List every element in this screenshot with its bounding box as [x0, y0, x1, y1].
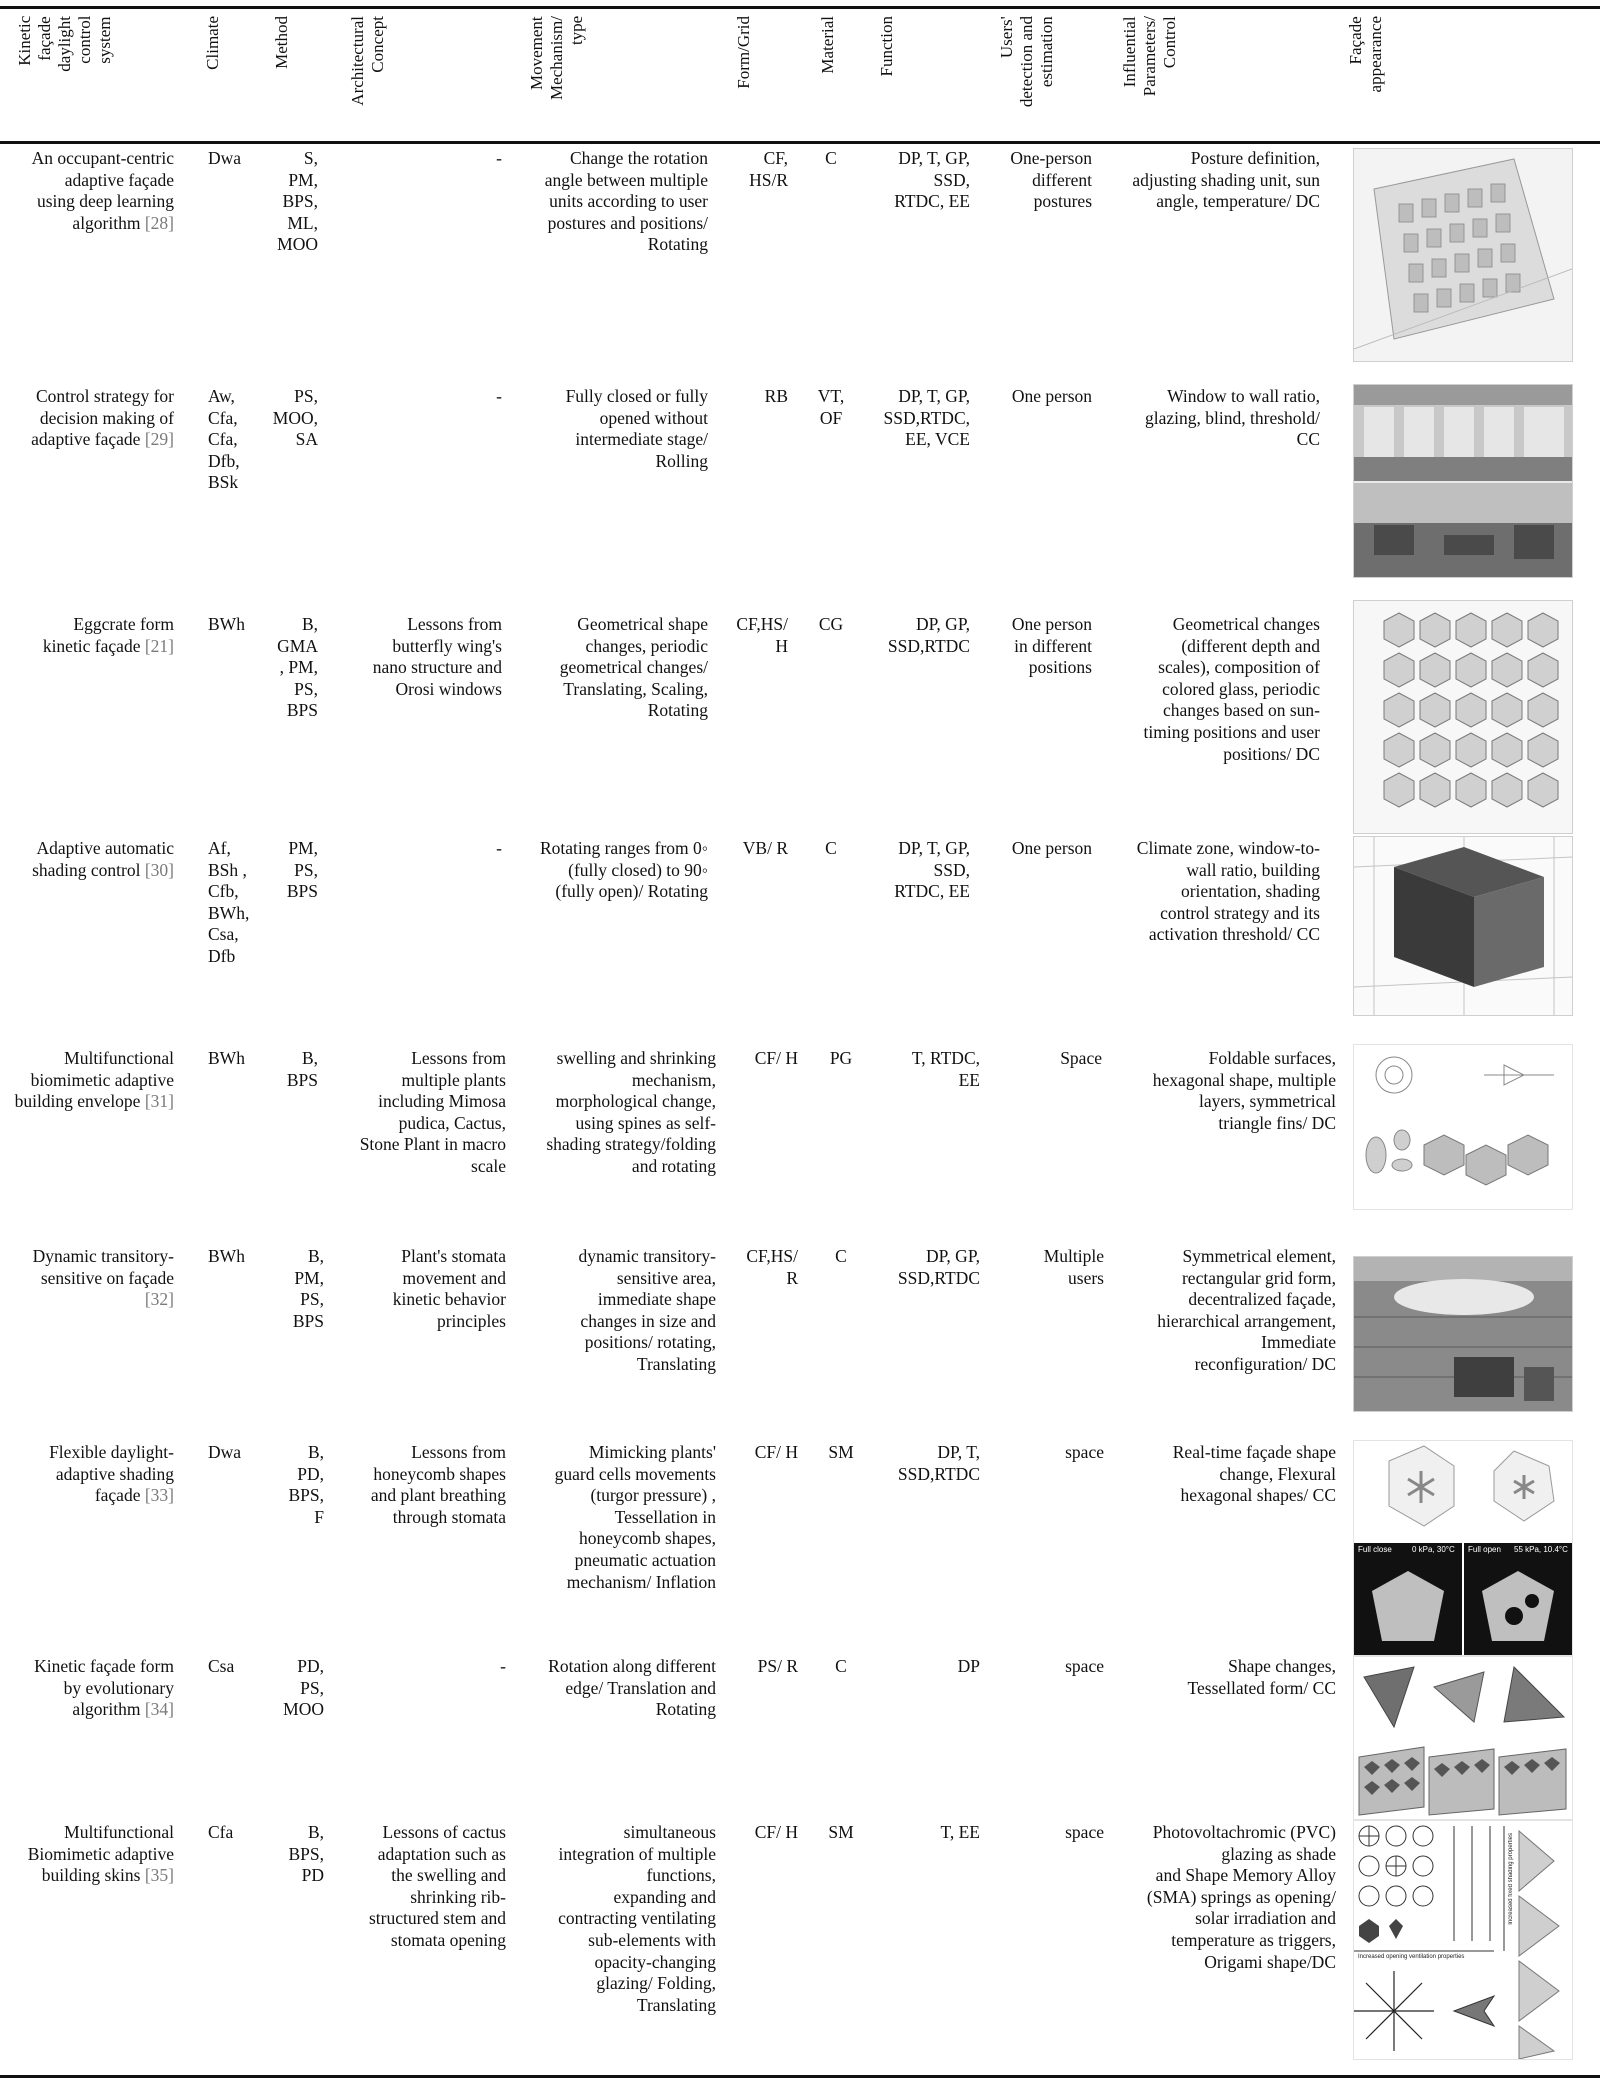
facade-image-eggcrate [1353, 600, 1573, 834]
cell-climate: BWh [208, 1048, 245, 1068]
cell-users: space [1065, 1656, 1104, 1676]
cell-climate: Af, BSh , Cfb, BWh, Csa, Dfb [208, 838, 250, 966]
cell-system: Adaptive automatic shading control [30] [32, 838, 174, 880]
cell-function: DP, GP, SSD,RTDC [887, 614, 970, 656]
cell-influential: Shape changes, Tessellated form/ CC [1187, 1656, 1336, 1698]
cell-users: One-person different postures [1010, 148, 1092, 212]
cell-climate: Dwa [208, 148, 242, 168]
cell-influential: Climate zone, window-to- wall ratio, building orientation, shading control strategy and its activation threshold/ CC [1136, 838, 1320, 945]
cell-system: Control strategy for decision making of adaptive façade [29] [31, 386, 174, 450]
cell-form: VB/ R [742, 838, 788, 858]
image-label-full-close: Full close [1358, 1545, 1392, 1554]
cell-form: RB [764, 386, 788, 406]
cell-concept: Lessons from multiple plants including Mimosa pudica, Cactus, Stone Plant in macro scale [359, 1048, 506, 1176]
header-form: Form/Grid [734, 16, 753, 89]
image-label-open-pressure: 55 kPa, 10.4°C [1514, 1545, 1568, 1554]
cell-material: C [835, 1656, 847, 1676]
cell-users: space [1065, 1442, 1104, 1462]
facade-image-office-interior [1353, 384, 1573, 578]
cell-method: B, BPS, PD [288, 1822, 324, 1886]
cell-function: DP [957, 1656, 980, 1676]
cell-movement: simultaneous integration of multiple functions, expanding and contracting ventilating sub-elements with opacity-changing glazing/ Folding, Translating [558, 1822, 716, 2015]
cell-method: B, BPS [286, 1048, 318, 1090]
cell-influential: Photovoltachromic (PVC) glazing as shade and Shape Memory Alloy (SMA) springs as opening/ solar irradiation and temperature as triggers, Origami shape/DC [1146, 1822, 1336, 1972]
cell-climate: Aw, Cfa, Cfa, Dfb, BSk [208, 386, 240, 493]
cell-movement: Fully closed or fully opened without intermediate stage/ Rolling [565, 386, 708, 471]
image-label-opening-ventilation: Increased opening ventilation properties [1358, 1954, 1465, 1960]
citation-link[interactable]: [28] [144, 212, 174, 233]
cell-concept: Lessons from butterfly wing's nano structure and Orosi windows [372, 614, 502, 699]
cell-users: One person [1011, 838, 1092, 858]
cell-concept: - [500, 1656, 506, 1676]
citation-link[interactable]: [32] [144, 1289, 174, 1310]
cell-users: space [1065, 1822, 1104, 1842]
cell-function: DP, T, GP, SSD, RTDC, EE [894, 838, 970, 902]
citation-link[interactable]: [21] [144, 635, 174, 656]
facade-image-pneumatic-panels [1353, 1440, 1573, 1656]
cell-function: T, RTDC, EE [911, 1048, 980, 1090]
facade-image-occupant-centric [1353, 148, 1573, 362]
cell-concept: Lessons of cactus adaptation such as the swelling and shrinking rib- structured stem and stomata opening [368, 1822, 506, 1950]
header-users: Users' detection and estimation [997, 16, 1056, 108]
cell-form: CF,HS/ R [746, 1246, 798, 1288]
header-method: Method [272, 16, 291, 69]
cell-concept: Plant's stomata movement and kinetic behavior principles [392, 1246, 506, 1331]
cell-influential: Real-time façade shape change, Flexural hexagonal shapes/ CC [1172, 1442, 1336, 1506]
cell-system: Flexible daylight- adaptive shading façade [33] [49, 1442, 174, 1506]
cell-material: PG [829, 1048, 853, 1068]
cell-form: CF, HS/R [749, 148, 788, 190]
cell-movement: Rotating ranges from 0◦ (fully closed) to 90◦ (fully open)/ Rotating [539, 838, 708, 902]
cell-concept: - [496, 386, 502, 406]
facade-image-biomimetic-diagram [1353, 1044, 1573, 1210]
cell-form: CF/ H [754, 1822, 798, 1842]
cell-movement: Rotation along different edge/ Translation and Rotating [548, 1656, 716, 1720]
citation-link[interactable]: [30] [144, 859, 174, 880]
cell-method: PD, PS, MOO [283, 1656, 324, 1720]
cell-material: C [825, 148, 837, 168]
cell-method: PM, PS, BPS [286, 838, 318, 902]
image-label-fixed-shading: Increased fixed shading properties [1508, 1833, 1514, 1925]
header-concept: Architectural Concept [348, 16, 387, 106]
cell-function: T, EE [940, 1822, 980, 1842]
citation-link[interactable]: [35] [144, 1865, 174, 1886]
cell-influential: Geometrical changes (different depth and scales), composition of colored glass, periodic changes based on sun- timing positions and user positions/ DC [1143, 614, 1320, 764]
cell-function: DP, GP, SSD,RTDC [897, 1246, 980, 1288]
cell-climate: Csa [208, 1656, 235, 1676]
cell-climate: BWh [208, 1246, 245, 1266]
cell-form: CF/ H [754, 1048, 798, 1068]
cell-method: B, PM, PS, BPS [292, 1246, 324, 1331]
table-bottom-rule [0, 2075, 1600, 2078]
citation-link[interactable]: [34] [144, 1699, 174, 1720]
header-climate: Climate [203, 16, 222, 70]
cell-system: Dynamic transitory- sensitive on façade [32] [32, 1246, 174, 1310]
cell-system: An occupant-centric adaptive façade using deep learning algorithm [28] [31, 148, 174, 233]
citation-link[interactable]: [31] [144, 1091, 174, 1112]
image-label-close-pressure: 0 kPa, 30°C [1412, 1545, 1455, 1554]
cell-material: SM [828, 1822, 854, 1842]
cell-climate: BWh [208, 614, 245, 634]
header-appearance: Façade appearance [1346, 16, 1385, 93]
cell-influential: Symmetrical element, rectangular grid form, decentralized façade, hierarchical arrangement, Immediate reconfiguration/ DC [1157, 1246, 1336, 1374]
cell-movement: Change the rotation angle between multiple units according to user postures and positions/ Rotating [544, 148, 708, 255]
cell-climate: Cfa [208, 1822, 234, 1842]
cell-system: Eggcrate form kinetic façade [21] [42, 614, 174, 656]
cell-material: CG [818, 614, 844, 634]
cell-movement: Mimicking plants' guard cells movements (turgor pressure) , Tessellation in honeycomb shapes, pneumatic actuation mechanism/ Inflation [554, 1442, 716, 1592]
facade-image-tessellated [1353, 1656, 1573, 1820]
cell-concept: Lessons from honeycomb shapes and plant breathing through stomata [370, 1442, 506, 1527]
cell-system: Multifunctional Biomimetic adaptive building skins [35] [27, 1822, 174, 1886]
cell-concept: - [496, 148, 502, 168]
cell-influential: Window to wall ratio, glazing, blind, threshold/ CC [1145, 386, 1320, 450]
cell-method: PS, MOO, SA [272, 386, 318, 450]
cell-users: One person [1011, 386, 1092, 406]
header-influential: Influential Parameters/ Control [1120, 16, 1179, 97]
cell-form: CF,HS/ H [736, 614, 788, 656]
header-material: Material [818, 16, 837, 74]
image-label-full-open: Full open [1468, 1545, 1501, 1554]
cell-material: SM [828, 1442, 854, 1462]
header-function: Function [877, 16, 896, 77]
cell-material: VT, OF [817, 386, 845, 428]
cell-function: DP, T, GP, SSD, RTDC, EE [894, 148, 970, 212]
table-top-rule [0, 6, 1600, 9]
cell-method: B, GMA , PM, PS, BPS [277, 614, 318, 721]
cell-material: C [825, 838, 837, 858]
cell-method: S, PM, BPS, ML, MOO [277, 148, 318, 255]
cell-users: Multiple users [1043, 1246, 1104, 1288]
cell-movement: swelling and shrinking mechanism, morphological change, using spines as self- shading strategy/folding and rotating [546, 1048, 716, 1176]
cell-users: One person in different positions [1011, 614, 1092, 678]
cell-form: CF/ H [754, 1442, 798, 1462]
cell-concept: - [496, 838, 502, 858]
cell-function: DP, T, SSD,RTDC [897, 1442, 980, 1484]
cell-system: Multifunctional biomimetic adaptive building envelope [31] [14, 1048, 174, 1112]
citation-link[interactable]: [33] [144, 1485, 174, 1506]
cell-system: Kinetic façade form by evolutionary algorithm [34] [34, 1656, 174, 1720]
cell-function: DP, T, GP, SSD,RTDC, EE, VCE [883, 386, 970, 450]
citation-link[interactable]: [29] [144, 429, 174, 450]
cell-form: PS/ R [757, 1656, 798, 1676]
facade-image-origami [1353, 1820, 1573, 2060]
header-movement: Movement Mechanism/ type [527, 16, 586, 101]
cell-influential: Posture definition, adjusting shading unit, sun angle, temperature/ DC [1132, 148, 1320, 212]
cell-movement: dynamic transitory- sensitive area, immediate shape changes in size and positions/ rotating, Translating [578, 1246, 716, 1374]
header-system: Kinetic façade daylight control system [15, 16, 114, 72]
cell-users: Space [1060, 1048, 1102, 1068]
cell-influential: Foldable surfaces, hexagonal shape, multiple layers, symmetrical triangle fins/ DC [1152, 1048, 1336, 1133]
facade-image-shading-box [1353, 836, 1573, 1016]
cell-movement: Geometrical shape changes, periodic geometrical changes/ Translating, Scaling, Rotating [559, 614, 708, 721]
cell-method: B, PD, BPS, F [288, 1442, 324, 1527]
header-bottom-rule [0, 141, 1600, 144]
cell-climate: Dwa [208, 1442, 242, 1462]
facade-image-stomata-render [1353, 1256, 1573, 1412]
cell-material: C [835, 1246, 847, 1266]
